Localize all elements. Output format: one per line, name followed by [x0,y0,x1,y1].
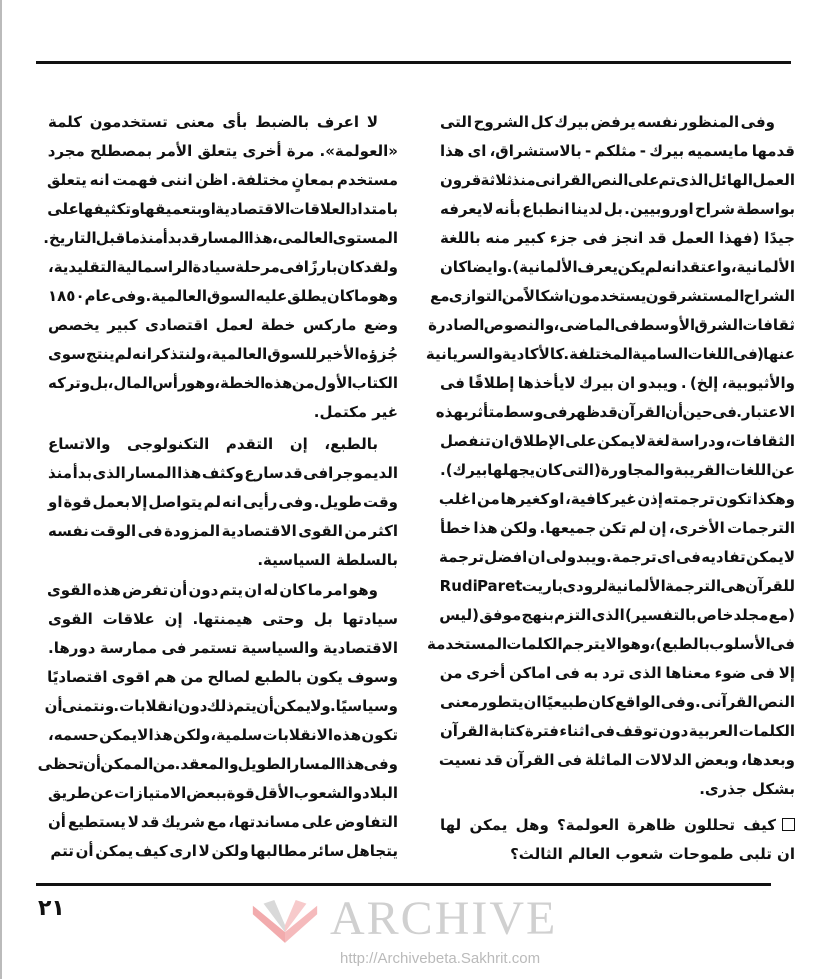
bottom-rule [36,883,771,886]
text-line-content: جُزؤه الأخير للسوق العالمية، ولنتذكر انه لم ينتج سوى [48,345,398,363]
text-line [440,746,795,775]
text-line-content: ان تلبى طموحات شعوب العالم الثالث؟ [510,845,795,863]
text-line [48,546,398,575]
text-line-content: وهكذا تكون ترجمته إذن غير كافية، او كغيرها من اغلب [438,490,795,508]
text-line [48,195,398,224]
text-line-content: الكتاب الأول من هذه الخطة، وهو رأس المال، بل وتركه [48,374,398,392]
text-line [440,688,795,717]
text-line-content: الاقتصادية والسياسية تستمر فى ممارسة دورها. [48,639,398,657]
text-line [48,576,378,605]
text-line [429,282,795,311]
text-line-content: بالطبع، إن التقدم التكنولوجى والاتساع [48,435,378,453]
text-line-content: العمل الهائل الذى تم على النص القرانى منذ ثلاثة قرون [440,171,795,189]
text-line-content: وهو ماكان يطلق عليه السوق العالمية. وفى عام ١٨٥٠ [48,287,398,305]
text-line-content: التفاوض على مساندتها، مع شريك قد لا يستطيع أن [48,813,398,831]
text-line-content: الشراح المستشرقون يستخدمون اشكالاً من التوازى مع [429,287,795,305]
text-line-content: اكثر من القوى الاقتصادية المزودة فى الوقت نفسه [48,522,398,540]
text-line-content: بواسطة شراح اوروبيين. بل لدينا انطباع بأنه لايعرفه [440,200,795,218]
text-line [427,630,795,659]
text-line [48,282,398,311]
archive-book-logo-icon [245,900,325,950]
text-line [440,137,795,166]
watermark-url: http://Archivebeta.Sakhrit.com [340,950,541,967]
text-line-content: «العولمة». مرة أخرى يتعلق الأمر بمصطلح مجرد [47,142,398,160]
text-line-content: النص القرآنى. وفى الواقع كان طبيعيًا ان يتطور معنى [440,693,795,711]
question-box-icon [782,818,795,831]
text-line [440,659,795,688]
text-line-content: ثقافات الشرق الأوسط فى الماضى، والنصوص الصادرة [428,316,795,334]
text-line-content: كيف تحللون ظاهرة العولمة؟ وهل يمكن لها [440,816,776,834]
text-line [43,224,398,253]
text-line-content: عن اللغات القريبة والمجاورة (التى كان يجهلها بيرك). [440,461,795,479]
text-line [48,779,398,808]
text-line [48,398,398,427]
top-rule [36,61,791,64]
text-line-content: وبعدها، وبعض الدلالات الماثلة فى القرآن قد نسيت [438,751,795,769]
text-line [48,166,398,195]
text-line [48,837,398,866]
text-line [48,340,398,369]
page-edge [0,0,2,979]
text-line [440,456,795,485]
text-line-content: تكون هذه الانقلابات سلمية، ولكن هذا لايمكن حسمه، [48,726,398,744]
text-line [48,459,398,488]
text-line-content: الكلمات العربية دون توقف فى اثناء فترة كتابة القرآن [440,722,795,740]
text-line-content: لا اعرف بالضبط بأى معنى تستخدمون كلمة [48,113,378,131]
text-line-content: عنها ( فى اللغات السامية المختلفة. كالأكادية والسريانية [425,345,795,363]
text-line-content: وفى هذا المسار الطويل والمعقد. من الممكن أن تحظى [37,755,398,773]
text-line-content: وسوف يكون بالطبع لصالح من هم اقوى اقتصاديًا [47,668,398,686]
text-line-content: وفى المنظور نفسه يرفض بيرك كل الشروح التى [440,113,775,131]
text-line [440,427,795,456]
text-line-content: بشكل جذرى. [699,780,795,798]
text-line [48,721,398,750]
text-line-content: وهو امر ما كان له ان يتم دون أن تفرض هذه القوى [47,581,378,599]
text-line [440,601,795,630]
text-line [37,750,398,779]
watermark-archive-text: ARCHIVE [330,892,558,945]
text-line-content: يتجاهل سائر مطالبها ولكن لا ارى كيف يمكن أن تتم [50,842,398,860]
text-line-content: ولقد كان بارزًا فى مرحلة سيادة الراسمالية التقليدية، [48,258,398,276]
text-line [48,430,378,459]
text-line [48,369,398,398]
text-line [48,663,398,692]
text-line-content: وقت طويل. وفى رأيى انه لم يتواصل إلا بعمل قوة او [48,493,398,511]
text-line-content: بامتداد العلاقات الاقتصادية او بتعميقها وتكثيفها على [47,200,398,218]
text-line [440,572,795,601]
text-line [425,340,795,369]
text-line [440,840,795,869]
text-line [48,311,398,340]
text-line-content: البلاد والشعوب الأقل قوة ببعض الامتيازات عن طريق [48,784,398,802]
text-line-content: مستخدم بمعانٍ مختلفة. اظن اننى فهمت انه يتعلق [47,171,398,189]
text-line-content: لايمكن تفاديه فى اى ترجمة. ويبدو لى ان افضل ترجمة [439,548,795,566]
text-line-content: غير مكتمل. [313,403,398,421]
text-line-content: بالسلطة السياسية. [257,551,398,569]
text-line-content: الاعتبار. فى حين أن القرآن قد ظهر فى وسط متأثر بهذه [435,403,795,421]
text-line [440,224,795,253]
text-line-content: للقرآن هى الترجمة الألمانية لرودى باريت Rudi Paret [439,577,795,595]
text-line-content: وضع ماركس خطة لعمل اقتصادى كبير يخصص [48,316,398,334]
text-line [44,692,398,721]
text-line-content: الألمانية، واعتقد انه لم يكن يعرف الألمانية). وايضا كان [440,258,795,276]
text-line-content: والأثيوبية، إلخ) . ويبدو ان بيرك لايأخذها إطلاقًا فى [440,374,795,392]
text-line [48,634,398,663]
text-line-content: فى الأسلوب بالطبع)، وهو الايترجم الكلمات المستخدمة [427,635,795,653]
text-line-content: إلا فى ضوء معناها الذى ترد به فى اماكن أخرى من [439,664,795,682]
text-line [440,195,795,224]
text-line [48,808,398,837]
text-line [48,605,398,634]
text-line [440,166,795,195]
text-line [435,398,795,427]
text-line [440,543,795,572]
text-line [440,253,795,282]
text-line [440,775,795,804]
text-line-content: جيدًا (فهذا العمل قد انجز فى جزء كبير منه باللغة [440,229,795,247]
text-line [48,488,398,517]
text-line-content: الترجمات الأخرى، إن لم تكن جميعها. ولكن هذا خطأ [440,519,795,537]
text-line [440,514,795,543]
text-line [440,485,795,514]
text-line-content: سيادتها بل وحتى هيمنتها. إن علاقات القوى [48,610,398,628]
text-line [48,517,398,546]
text-line-content: وسياسيًا. ولا يمكن أن يتم ذلك دون انقلابات. ونتمنى أن [44,697,398,715]
text-line-content: المستوى العالمى، هذا المسار قد بدأ منذ ماقبل التاريخ. [43,229,398,247]
text-line [440,811,795,840]
text-line-content: الديموجرافى قد سارع وكثف هذا المسار الذى بدأ منذ [48,464,398,482]
text-line [428,311,795,340]
page-number: ٢١ [38,896,65,921]
text-line [440,369,795,398]
text-line [440,108,775,137]
text-line [48,253,398,282]
text-line [440,717,795,746]
text-line-content: قدمها مايسميه بيرك - مثلكم - بالاستشراق، اى هذا [440,142,795,160]
text-line [48,108,378,137]
text-line-content: (مع مجلد خاص بالتفسير) الذى التزم بنهج موفق (ليس [439,606,795,624]
text-line-content: الثقافات، ودراسة لغة لايمكن على الإطلاق ان تنفصل [440,432,795,450]
text-line [48,137,398,166]
